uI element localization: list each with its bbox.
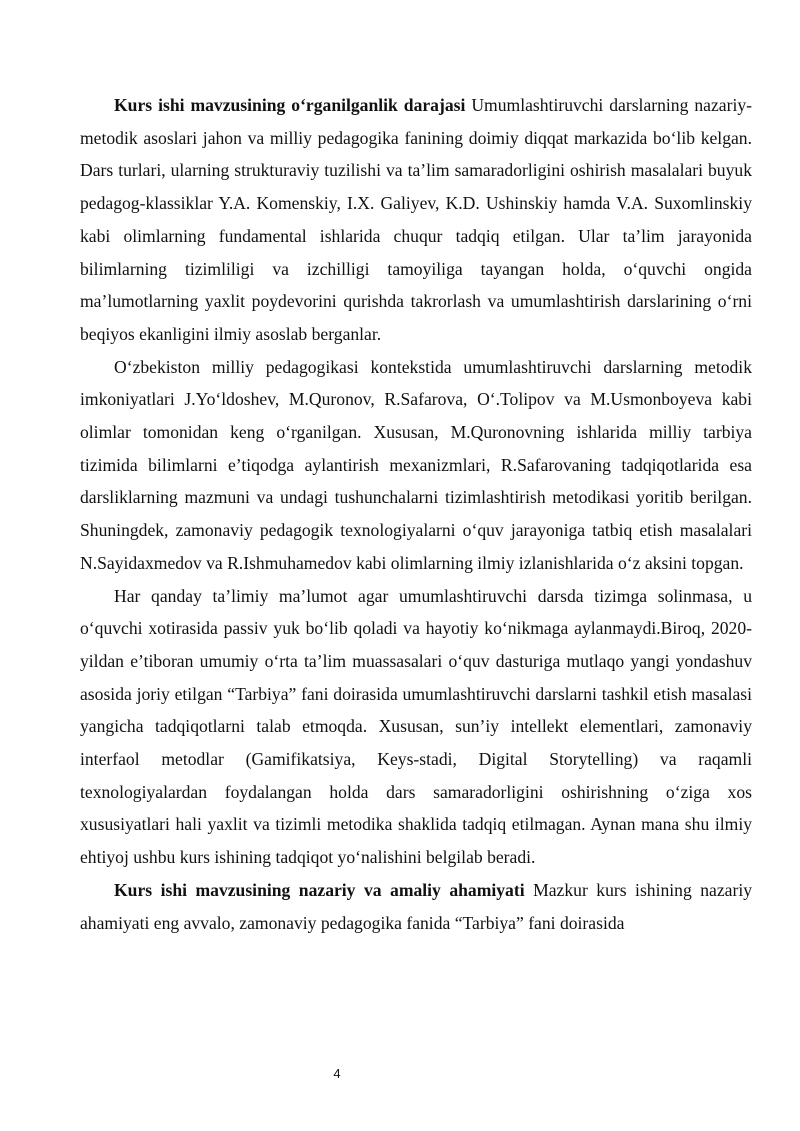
paragraph-text: Umumlashtiruvchi darslarning nazariy-metodik asoslari jahon va milliy pedagogika fanining doimiy diqqat markazida bo‘lib kelgan. Dars turlari, ularning strukturaviy tuzilishi va ta’lim samaradorligini oshirish masalalari buyuk pedagog-klassiklar Y.A. Komenskiy, I.X. Galiyev, K.D. Ushinskiy hamda V.A. Suxomlinskiy kabi olimlarning fundamental ishlarida chuqur tadqiq etilgan. Ular ta’lim jarayonida bilimlarning tizimliligi va izchilligi tamoyiliga tayangan holda, o‘quvchi ongida ma’lumotlarning yaxlit poydevorini qurishda takrorlash va umumlashtirish darslarining o‘rni beqiyos ekanligini ilmiy asoslab berganlar. [80,95,752,344]
page-number: 4 [333,1066,341,1081]
paragraph-tarbiya-subject [80,580,752,874]
section-heading-significance: Kurs ishi mavzusining nazariy va amaliy ahamiyati [114,879,525,900]
section-heading-study-level: Kurs ishi mavzusining o‘rganilganlik darajasi [114,95,466,115]
document-body [80,89,752,939]
paragraph-text: Har qanday ta’limiy ma’lumot agar umumlashtiruvchi darsda tizimga solinmasa, u o‘quvchi xotirasida passiv yuk bo‘lib qoladi va hayotiy ko‘nikmaga aylanmaydi.Biroq, 2020-yildan e’tiboran umumiy o‘rta ta’lim muassasalari o‘quv dasturiga mutlaqo yangi yondashuv asosida joriy etilgan “Tarbiya” fani doirasida umumlashtiruvchi darslarni tashkil etish masalasi yangicha tadqiqotlarni talab etmoqda. Xususan, sun’iy intellekt elementlari, zamonaviy interfaol metodlar (Gamifikatsiya, Keys-stadi, Digital Storytelling) va raqamli texnologiyalardan foydalangan holda dars samaradorligini oshirishning o‘ziga xos xususiyatlari hali yaxlit va tizimli metodika shaklida tadqiq etilmagan. Aynan mana shu ilmiy ehtiyoj ushbu kurs ishining tadqiqot yo‘nalishini belgilab beradi. [80,585,752,868]
paragraph-uzbek-pedagogy [80,351,752,580]
paragraph-study-level [80,89,752,351]
paragraph-text: Mazkur kurs ishining nazariy ahamiyati eng avvalo, zamonaviy pedagogika fanida “Tarbiya” fani doirasida [80,879,753,933]
paragraph-text: O‘zbekiston milliy pedagogikasi kontekstida umumlashtiruvchi darslarning metodik imkoniyatlari J.Yo‘ldoshev, M.Quronov, R.Safarova, O‘.Tolipov va M.Usmonboyeva kabi olimlar tomonidan keng o‘rganilgan. Xususan, M.Quronovning ishlarida milliy tarbiya tizimida bilimlarni e’tiqodga aylantirish mexanizmlari, R.Safarovaning tadqiqotlarida esa darsliklarning mazmuni va undagi tushunchalarni tizimlashtirish metodikasi yoritib berilgan. Shuningdek, zamonaviy pedagogik texnologiyalarni o‘quv jarayoniga tatbiq etish masalalari N.Sayidaxmedov va R.Ishmuhamedov kabi olimlarning ilmiy izlanishlarida o‘z aksini topgan. [80,356,752,573]
paragraph-significance [80,874,752,939]
